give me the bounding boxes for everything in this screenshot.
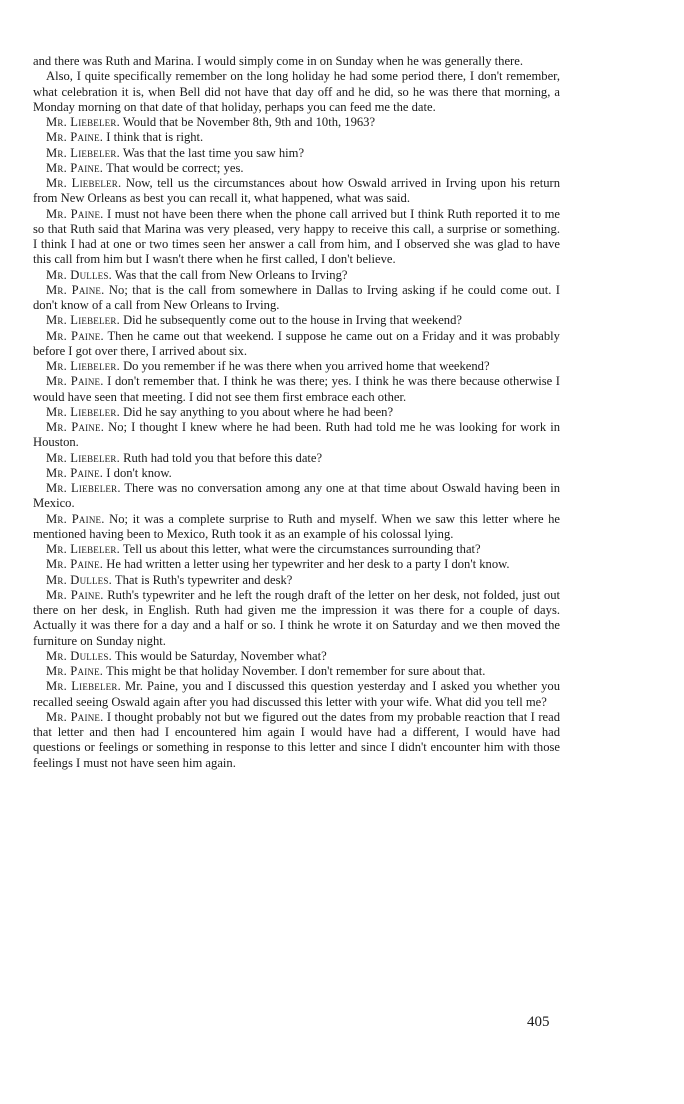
paragraph <box>33 130 560 145</box>
speaker-name: Mr. Paine. <box>46 206 104 221</box>
paragraph <box>33 573 560 588</box>
paragraph <box>33 161 560 176</box>
speaker-name: Mr. Paine. <box>46 511 105 526</box>
paragraph-text: This might be that holiday November. I don't remember for sure about that. <box>103 664 486 678</box>
paragraph <box>33 679 560 710</box>
transcript-text <box>33 54 560 771</box>
paragraph-text: Do you remember if he was there when you arrived home that weekend? <box>119 359 490 373</box>
paragraph <box>33 115 560 130</box>
paragraph <box>33 588 560 649</box>
paragraph <box>33 557 560 572</box>
paragraph <box>33 268 560 283</box>
paragraph <box>33 420 560 451</box>
speaker-name: Mr. Liebeler. <box>46 450 120 465</box>
paragraph-text: That is Ruth's typewriter and desk? <box>111 572 293 587</box>
paragraph-text: No; I thought I knew where he had been. Ruth had told me he was looking for work in Houston. <box>33 420 560 450</box>
paragraph-text: Also, I quite specifically remember on the long holiday he had some period there, I don't remember, what celebration it is, when Bell did not have that day off and he did, so he was there that morning, a Monday morning on that date of that holiday, perhaps you can feed me the date. <box>33 69 560 114</box>
paragraph-text: I must not have been there when the phone call arrived but I think Ruth reported it to me so that Ruth said that Marina was very pleased, very happy to receive this call, a surprise or something. I think I had at one or two times seen her answer a call from him, and I observed she was glad to have this call from him but I wasn't there when he first called, I don't believe. <box>33 206 560 267</box>
speaker-name: Mr. Liebeler. <box>46 404 120 419</box>
paragraph <box>33 54 560 69</box>
paragraph <box>33 451 560 466</box>
paragraph <box>33 542 560 557</box>
paragraph-text: No; that is the call from somewhere in Dallas to Irving asking if he could come out. I don't know of a call from New Orleans to Irving. <box>33 282 560 312</box>
speaker-name: Mr. Paine. <box>46 130 104 145</box>
speaker-name: Mr. Paine. <box>46 465 104 480</box>
paragraph <box>33 359 560 374</box>
speaker-name: Mr. Dulles. <box>46 267 112 282</box>
speaker-name: Mr. Dulles. <box>46 572 112 587</box>
paragraph <box>33 512 560 543</box>
paragraph-text: and there was Ruth and Marina. I would simply come in on Sunday when he was generally there. <box>33 54 523 68</box>
speaker-name: Mr. Liebeler. <box>46 542 120 556</box>
paragraph-text: Then he came out that weekend. I suppose he came out on a Friday and it was probably before I got over there, I arrived about six. <box>33 328 560 358</box>
speaker-name: Mr. Paine. <box>46 587 104 602</box>
paragraph-text: I don't remember that. I think he was there; yes. I think he was there because otherwise I would have seen that meeting. I did not see them first embrace each other. <box>33 374 560 404</box>
speaker-name: Mr. Paine. <box>46 420 105 434</box>
page-number: 405 <box>527 1014 550 1030</box>
speaker-name: Mr. Paine. <box>46 709 104 724</box>
paragraph-text: Would that be November 8th, 9th and 10th, 1963? <box>119 115 376 129</box>
paragraph-text: I think that is right. <box>103 130 204 145</box>
speaker-name: Mr. Liebeler. <box>46 313 120 328</box>
paragraph-text: Was that the last time you saw him? <box>119 145 305 160</box>
speaker-name: Mr. Liebeler. <box>46 176 122 190</box>
speaker-name: Mr. Paine. <box>46 328 104 343</box>
paragraph <box>33 329 560 360</box>
paragraph <box>33 649 560 664</box>
paragraph-text: This would be Saturday, November what? <box>111 648 327 663</box>
paragraph <box>33 664 560 679</box>
paragraph <box>33 146 560 161</box>
paragraph <box>33 710 560 771</box>
paragraph-text: Did he say anything to you about where he had been? <box>119 404 394 419</box>
paragraph <box>33 405 560 420</box>
speaker-name: Mr. Liebeler. <box>46 679 121 694</box>
paragraph-text: I don't know. <box>103 465 172 480</box>
paragraph <box>33 69 560 115</box>
speaker-name: Mr. Liebeler. <box>46 481 121 495</box>
paragraph-text: Was that the call from New Orleans to Irving? <box>111 267 348 282</box>
paragraph-text: There was no conversation among any one at that time about Oswald having been in Mexico. <box>33 481 561 511</box>
speaker-name: Mr. Paine. <box>46 282 105 297</box>
paragraph <box>33 207 560 268</box>
paragraph-text: Now, tell us the circumstances about how Oswald arrived in Irving upon his return from New Orleans as best you can recall it, what happened, what was said. <box>33 176 560 206</box>
paragraph-text: No; it was a complete surprise to Ruth and myself. When we saw this letter where he mentioned having been to Mexico, Ruth took it as an example of his colossal lying. <box>33 511 560 541</box>
paragraph-text: I thought probably not but we figured out the dates from my probable reaction that I read that letter and then had I encountered him again I would have had a different, I would have had questions or feelings or something in response to this letter and since I didn't encounter him with those feelings I must not have seen him again. <box>33 709 560 770</box>
paragraph-text: Did he subsequently come out to the house in Irving that weekend? <box>119 313 462 328</box>
speaker-name: Mr. Paine. <box>46 160 104 175</box>
paragraph <box>33 466 560 481</box>
speaker-name: Mr. Liebeler. <box>46 359 120 373</box>
speaker-name: Mr. Paine. <box>46 664 104 678</box>
speaker-name: Mr. Dulles. <box>46 648 112 663</box>
speaker-name: Mr. Paine. <box>46 557 104 572</box>
speaker-name: Mr. Liebeler. <box>46 115 120 129</box>
paragraph <box>33 283 560 314</box>
speaker-name: Mr. Paine. <box>46 374 104 389</box>
paragraph <box>33 481 560 512</box>
paragraph-text: Mr. Paine, you and I discussed this question yesterday and I asked you whether you recalled seeing Oswald again after you had discussed this letter with your wife. What did you tell me? <box>33 679 560 709</box>
paragraph-text: That would be correct; yes. <box>103 160 244 175</box>
paragraph-text: He had written a letter using her typewriter and her desk to a party I don't know. <box>103 557 510 572</box>
paragraph-text: Ruth's typewriter and he left the rough draft of the letter on her desk, not folded, just out there on her desk, in English. Ruth had given me the impression it was there for a couple of days. Actually it was there for a day and a half or so. I think he wrote it on Saturday and we then moved the furniture on Sunday night. <box>33 587 560 648</box>
paragraph <box>33 313 560 328</box>
paragraph <box>33 374 560 405</box>
paragraph-text: Ruth had told you that before this date? <box>119 450 323 465</box>
paragraph-text: Tell us about this letter, what were the circumstances surrounding that? <box>119 542 481 556</box>
paragraph <box>33 176 560 207</box>
speaker-name: Mr. Liebeler. <box>46 145 120 160</box>
